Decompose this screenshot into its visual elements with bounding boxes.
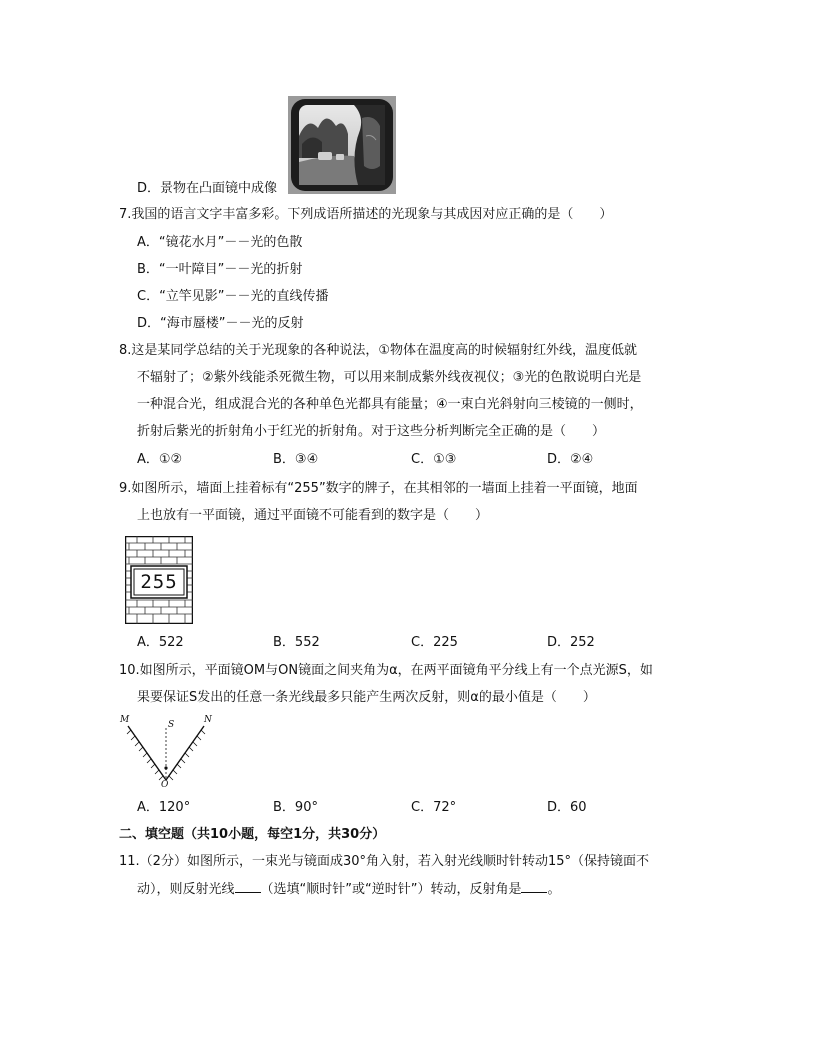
- q9-option-a: A．522: [137, 635, 184, 650]
- q9-option-b: B．552: [273, 635, 320, 650]
- q7-option-c: C．“立竿见影”－－光的直线传播: [137, 289, 329, 304]
- q10-option-b: B．90°: [273, 800, 318, 815]
- label-s: S: [168, 720, 175, 730]
- q9-option-c: C．225: [411, 635, 458, 650]
- label-n: N: [204, 715, 212, 725]
- q10-option-c: C．72°: [411, 800, 457, 815]
- q9-line-2: 上也放有一平面镜，通过平面镜不可能看到的数字是（ ）: [137, 508, 489, 523]
- q8-option-b: B．③④: [273, 452, 319, 467]
- q11-line-1: 11.（2分）如图所示，一束光与镜面成30°角入射，若入射光线顺时针转动15°（保持镜面不: [119, 854, 650, 869]
- q9-option-d: D．252: [547, 635, 595, 650]
- label-m: M: [120, 715, 130, 725]
- q11-text-a: 动），则反射光线: [137, 882, 235, 897]
- q10-line-2: 果要保证S发出的任意一条光线最多只能产生两次反射，则α的最小值是（ ）: [137, 690, 596, 705]
- q8-line-3: 一种混合光，组成混合光的各种单色光都具有能量；④一束白光斜射向三棱镜的一侧时，: [137, 397, 643, 412]
- q7-option-b: B．“一叶障目”－－光的折射: [137, 262, 303, 277]
- mirror-angle-figure: [118, 716, 214, 792]
- q9-line-1: 9.如图所示，墙面上挂着标有“255”数字的牌子，在其相邻的一墙面上挂着一平面镜，地面: [119, 481, 638, 496]
- q8-option-a: A．①②: [137, 452, 183, 467]
- q8-option-c: C．①③: [411, 452, 457, 467]
- label-o: O: [161, 780, 169, 790]
- q11-blank-2[interactable]: [521, 880, 547, 893]
- q8-line-4: 折射后紫光的折射角小于红光的折射角。对于这些分析判断完全正确的是（ ）: [137, 424, 606, 439]
- q7-option-d: D．“海市蜃楼”－－光的反射: [137, 316, 304, 331]
- section-heading: 二、填空题（共10小题，每空1分，共30分）: [119, 827, 386, 842]
- q7-option-a: A．“镜花水月”－－光的色散: [137, 235, 303, 250]
- q7-stem: 7.我国的语言文字丰富多彩。下列成语所描述的光现象与其成因对应正确的是（ ）: [119, 207, 613, 222]
- sign-number: 255: [140, 571, 178, 593]
- q8-option-d: D．②④: [547, 452, 594, 467]
- q6-option-d: D．景物在凸面镜中成像: [137, 181, 278, 196]
- brick-wall-figure: [125, 536, 193, 624]
- side-mirror-photo: [288, 96, 396, 194]
- q11-blank-1[interactable]: [235, 880, 261, 893]
- q8-line-1: 8.这是某同学总结的关于光现象的各种说法，①物体在温度高的时候辐射红外线，温度低就: [119, 343, 638, 358]
- q10-line-1: 10.如图所示，平面镜OM与ON镜面之间夹角为α，在两平面镜角平分线上有一个点光源S，如: [119, 663, 653, 678]
- q10-option-a: A．120°: [137, 800, 191, 815]
- q8-line-2: 不辐射了；②紫外线能杀死微生物，可以用来制成紫外线夜视仪；③光的色散说明白光是: [137, 370, 642, 385]
- q10-option-d: D．60: [547, 800, 587, 815]
- q11-line-2: [137, 880, 560, 899]
- q11-text-c: 。: [547, 882, 561, 897]
- q11-text-b: （选填“顺时针”或“逆时针”）转动，反射角是: [260, 882, 522, 897]
